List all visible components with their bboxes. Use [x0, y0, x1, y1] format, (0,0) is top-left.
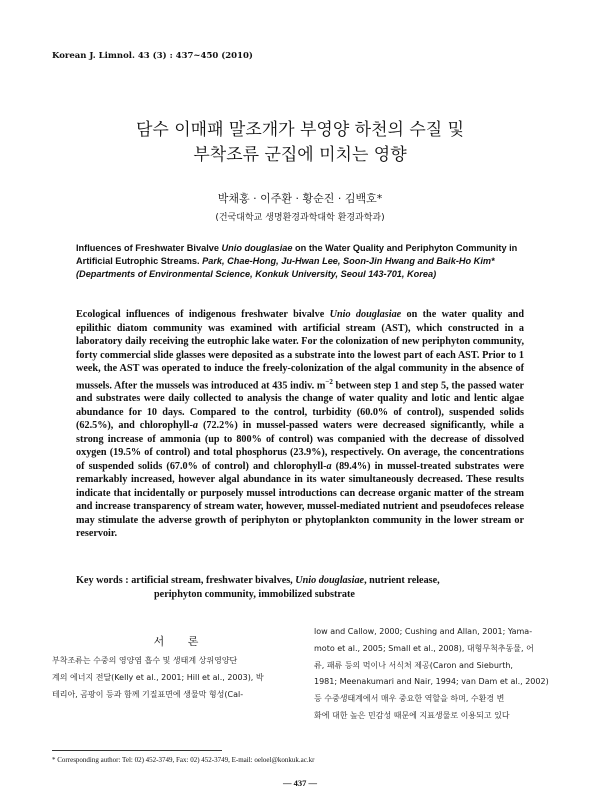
abstract [76, 308, 524, 541]
footnote-divider [52, 750, 222, 751]
keywords-species: Unio douglasiae [295, 575, 365, 586]
english-authors: Park, Chae-Hong, Ju-Hwan Lee, Soon-Jin Hwang and Baik-Ho Kim* [202, 256, 495, 266]
keywords-line1-b: , nutrient release, [364, 575, 440, 586]
body-line: 류, 패류 등의 먹이나 서식처 제공(Caron and Sieburth, [314, 660, 513, 670]
section-heading-introduction: 서 론 [153, 635, 209, 648]
keywords-line2: periphyton community, immobilized substrate [154, 588, 355, 600]
body-line: moto et al., 2005; Small et al., 2008), 대형무척추동물, 어 [314, 643, 534, 653]
abstract-text-2: on the water quality and epilithic diatom community was examined with artificial stream (AST), which constructed in a laboratory daily receiving the eutrophic lake water. For the colonization of new periphyton community, forty commercial slide glasses were deposited as a substrate into the lowest part of each AST. Prior to 1 week, the AST was operated to induce the freely-colonization of the algal community in the absence of mussels. After the mussels was introduced at 435 indiv. m [76, 309, 525, 391]
body-line: 테리아, 곰팡이 등과 함께 기질표면에 생물막 형성(Cal- [52, 689, 244, 699]
english-affiliation: (Departments of Environmental Science, Konkuk University, Seoul 143-701, Korea) [76, 269, 437, 279]
page-number: — 437 — [283, 778, 317, 788]
authors-korean: 박채홍 · 이주환 · 황순진 · 김백호* [217, 192, 383, 205]
affiliation-korean: (건국대학교 생명환경과학대학 환경과학과) [215, 213, 385, 223]
english-title-species: Unio douglasiae [221, 243, 293, 253]
title-line-2: 부착조류 군집에 미치는 영향 [193, 145, 407, 165]
keywords [76, 574, 524, 601]
corresponding-author-footnote: * Corresponding author: Tel: 02) 452-3749, Fax: 02) 452-3749, E-mail: oeloel@konkuk.ac.kr [52, 756, 315, 764]
body-line: 계의 에너지 전달(Kelly et al., 2001; Hill et al., 2003), 박 [52, 672, 264, 682]
english-title-part1: Influences of Freshwater Bivalve [76, 243, 222, 253]
english-title-block [76, 242, 524, 281]
paper-title-korean [0, 118, 600, 168]
abstract-text-4: (72.2%) in mussel-passed waters were decreased significantly, while a strong increase of ammonia (up to 800% of control) was companied with the decrease of dissolved oxygen (19.5% of control) and total phosphorus (23.9%), respectively. On average, the concentrations of suspended solids (67.0% of control) and chlorophyll- [76, 420, 524, 472]
body-line: 1981; Meenakumari and Nair, 1994; van Dam et al., 2002) [314, 677, 549, 687]
title-line-1: 담수 이매패 말조개가 부영양 하천의 수질 및 [135, 120, 465, 140]
body-line: 화에 대한 높은 민감성 때문에 지표생물로 이용되고 있다 [314, 710, 510, 720]
abstract-text-3: between step 1 and step 5, the passed water and substrates were daily collected to analysis the change of water quality and lotic and lentic algae abundance for 10 days. Compared to the control, turbidity (60.0% of control), suspended solids (62.5%), and chlorophyll- [76, 379, 524, 432]
abstract-chl-a-2: a [326, 460, 332, 472]
keywords-label: Key words : [76, 575, 132, 586]
abstract-chl-a-1: a [192, 420, 198, 432]
body-left-column [52, 653, 290, 703]
body-right-column [314, 624, 554, 725]
body-line: 부착조류는 수중의 영양염 흡수 및 생태계 상위영양단 [52, 656, 238, 665]
abstract-text-1: Ecological influences of indigenous freshwater bivalve [76, 309, 330, 320]
abstract-superscript: −2 [325, 377, 333, 386]
abstract-text-5: (89.4%) in mussel-treated substrates were remarkably increased, however algal abundance in its water simultaneously decreased. These results indicate that incidentally or purposely mussel introductions can decrease organic matter of the stream and increase transparency of stream water, however, mussel-mediated nutrient and pseudofeces release may stimulate the adverse growth of periphyton or phytoplankton community in the lower stream or reservoir. [76, 460, 524, 540]
abstract-species: Unio douglasiae [329, 309, 402, 320]
journal-reference: Korean J. Limnol. 43 (3) : 437~450 (2010) [52, 51, 253, 61]
keywords-line1-a: artificial stream, freshwater bivalves, [131, 575, 296, 586]
body-line: 등 수중생태계에서 매우 중요한 역할을 하며, 수환경 변 [314, 694, 505, 704]
body-line: low and Callow, 2000; Cushing and Allan, 2001; Yama- [314, 627, 533, 636]
english-title-part2: on the Water Quality and Periphyton Community in Artificial Eutrophic Streams. [76, 243, 518, 266]
